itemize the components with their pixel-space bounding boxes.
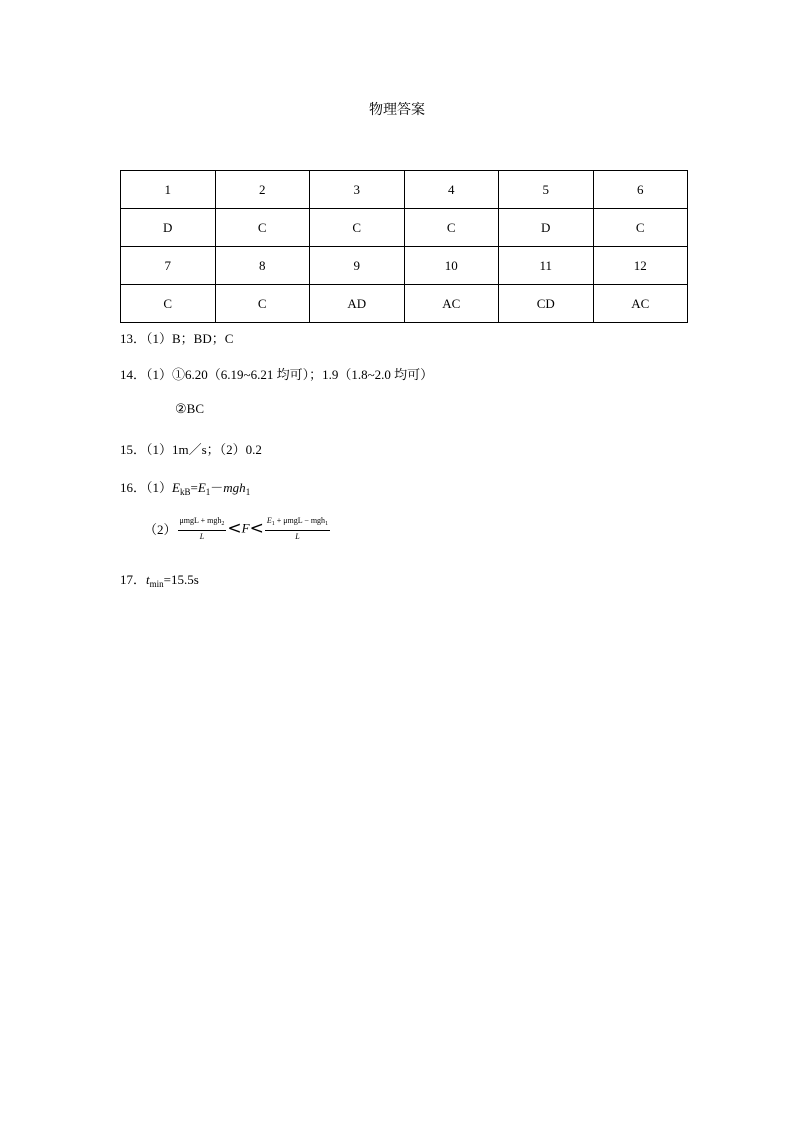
answer-cell: C bbox=[593, 209, 688, 247]
answer-16-prefix: 16．（1） bbox=[120, 480, 173, 495]
fraction-2-numerator-E: E bbox=[266, 516, 272, 525]
subscript-min: min bbox=[149, 579, 164, 589]
less-than-sign-2: < bbox=[249, 518, 264, 539]
symbol-t: t bbox=[146, 572, 150, 587]
fraction-2-numerator-rest: + μmgL − mgh bbox=[274, 516, 326, 525]
question-number-cell: 4 bbox=[404, 171, 499, 209]
answer-16-part-2-prefix: （2） bbox=[144, 522, 177, 537]
answer-17-prefix: 17． bbox=[120, 572, 147, 587]
symbol-mgh: mgh bbox=[223, 480, 246, 495]
question-number-cell: 1 bbox=[121, 171, 216, 209]
answer-14-part-2-value: BC bbox=[186, 401, 204, 416]
fraction-2-numerator-rest-sub: 1 bbox=[325, 521, 329, 527]
answer-cell: C bbox=[310, 209, 405, 247]
answer-13: 13．（1）B；BD；C bbox=[120, 331, 234, 346]
answer-cell: AC bbox=[593, 285, 688, 323]
fraction-lower-bound bbox=[178, 515, 227, 542]
question-number-cell: 6 bbox=[593, 171, 688, 209]
answer-14-part-2 bbox=[175, 401, 204, 417]
question-number-cell: 10 bbox=[404, 247, 499, 285]
page-title: 物理答案 bbox=[369, 102, 425, 118]
question-number-cell: 11 bbox=[499, 247, 594, 285]
answer-table bbox=[120, 170, 688, 323]
answer-cell: AD bbox=[310, 285, 405, 323]
fraction-1-numerator-sub: 2 bbox=[221, 521, 225, 527]
answer-16-part-1 bbox=[120, 477, 250, 497]
question-number-cell: 7 bbox=[121, 247, 216, 285]
answer-14-prefix: 14．（1） bbox=[120, 367, 173, 382]
answer-cell: C bbox=[121, 285, 216, 323]
symbol-E: E bbox=[172, 480, 180, 495]
less-than-sign-1: < bbox=[227, 518, 242, 539]
minus-sign: － bbox=[210, 480, 224, 495]
answer-cell: C bbox=[215, 209, 310, 247]
answer-14-part-1 bbox=[120, 364, 433, 383]
fraction-1-denominator: L bbox=[199, 532, 205, 541]
symbol-F: F bbox=[241, 520, 250, 536]
answer-16-part-2 bbox=[144, 515, 331, 542]
answer-17-value: =15.5s bbox=[163, 572, 199, 587]
answer-14-value: 6.20（6.19~6.21 均可）；1.9（1.8~2.0 均可） bbox=[185, 367, 434, 382]
fraction-1-numerator: μmgL + mgh bbox=[179, 516, 222, 525]
question-number-cell: 9 bbox=[310, 247, 405, 285]
question-number-cell: 3 bbox=[310, 171, 405, 209]
fraction-2-denominator: L bbox=[295, 532, 300, 541]
answer-cell: D bbox=[499, 209, 594, 247]
answer-17 bbox=[120, 569, 199, 589]
circled-two: ② bbox=[175, 401, 187, 416]
question-number-cell: 12 bbox=[593, 247, 688, 285]
question-number-cell: 5 bbox=[499, 171, 594, 209]
table-row bbox=[121, 171, 688, 209]
question-number-cell: 2 bbox=[215, 171, 310, 209]
subscript-1: 1 bbox=[205, 487, 211, 497]
table-row bbox=[121, 247, 688, 285]
subscript-kB: kB bbox=[179, 487, 191, 497]
answer-15: 15．（1）1m／s；（2）0.2 bbox=[120, 442, 262, 457]
circled-one: ① bbox=[172, 367, 186, 382]
answer-cell: CD bbox=[499, 285, 594, 323]
table-row bbox=[121, 209, 688, 247]
answer-cell: C bbox=[215, 285, 310, 323]
question-number-cell: 8 bbox=[215, 247, 310, 285]
answer-cell: D bbox=[121, 209, 216, 247]
table-row bbox=[121, 285, 688, 323]
equals-sign: = bbox=[190, 480, 198, 495]
fraction-upper-bound bbox=[265, 515, 330, 542]
answer-cell: AC bbox=[404, 285, 499, 323]
fraction-2-numerator-E-sub: 1 bbox=[271, 521, 275, 527]
subscript-h1: 1 bbox=[245, 487, 251, 497]
symbol-E1: E bbox=[197, 480, 206, 495]
answer-cell: C bbox=[404, 209, 499, 247]
